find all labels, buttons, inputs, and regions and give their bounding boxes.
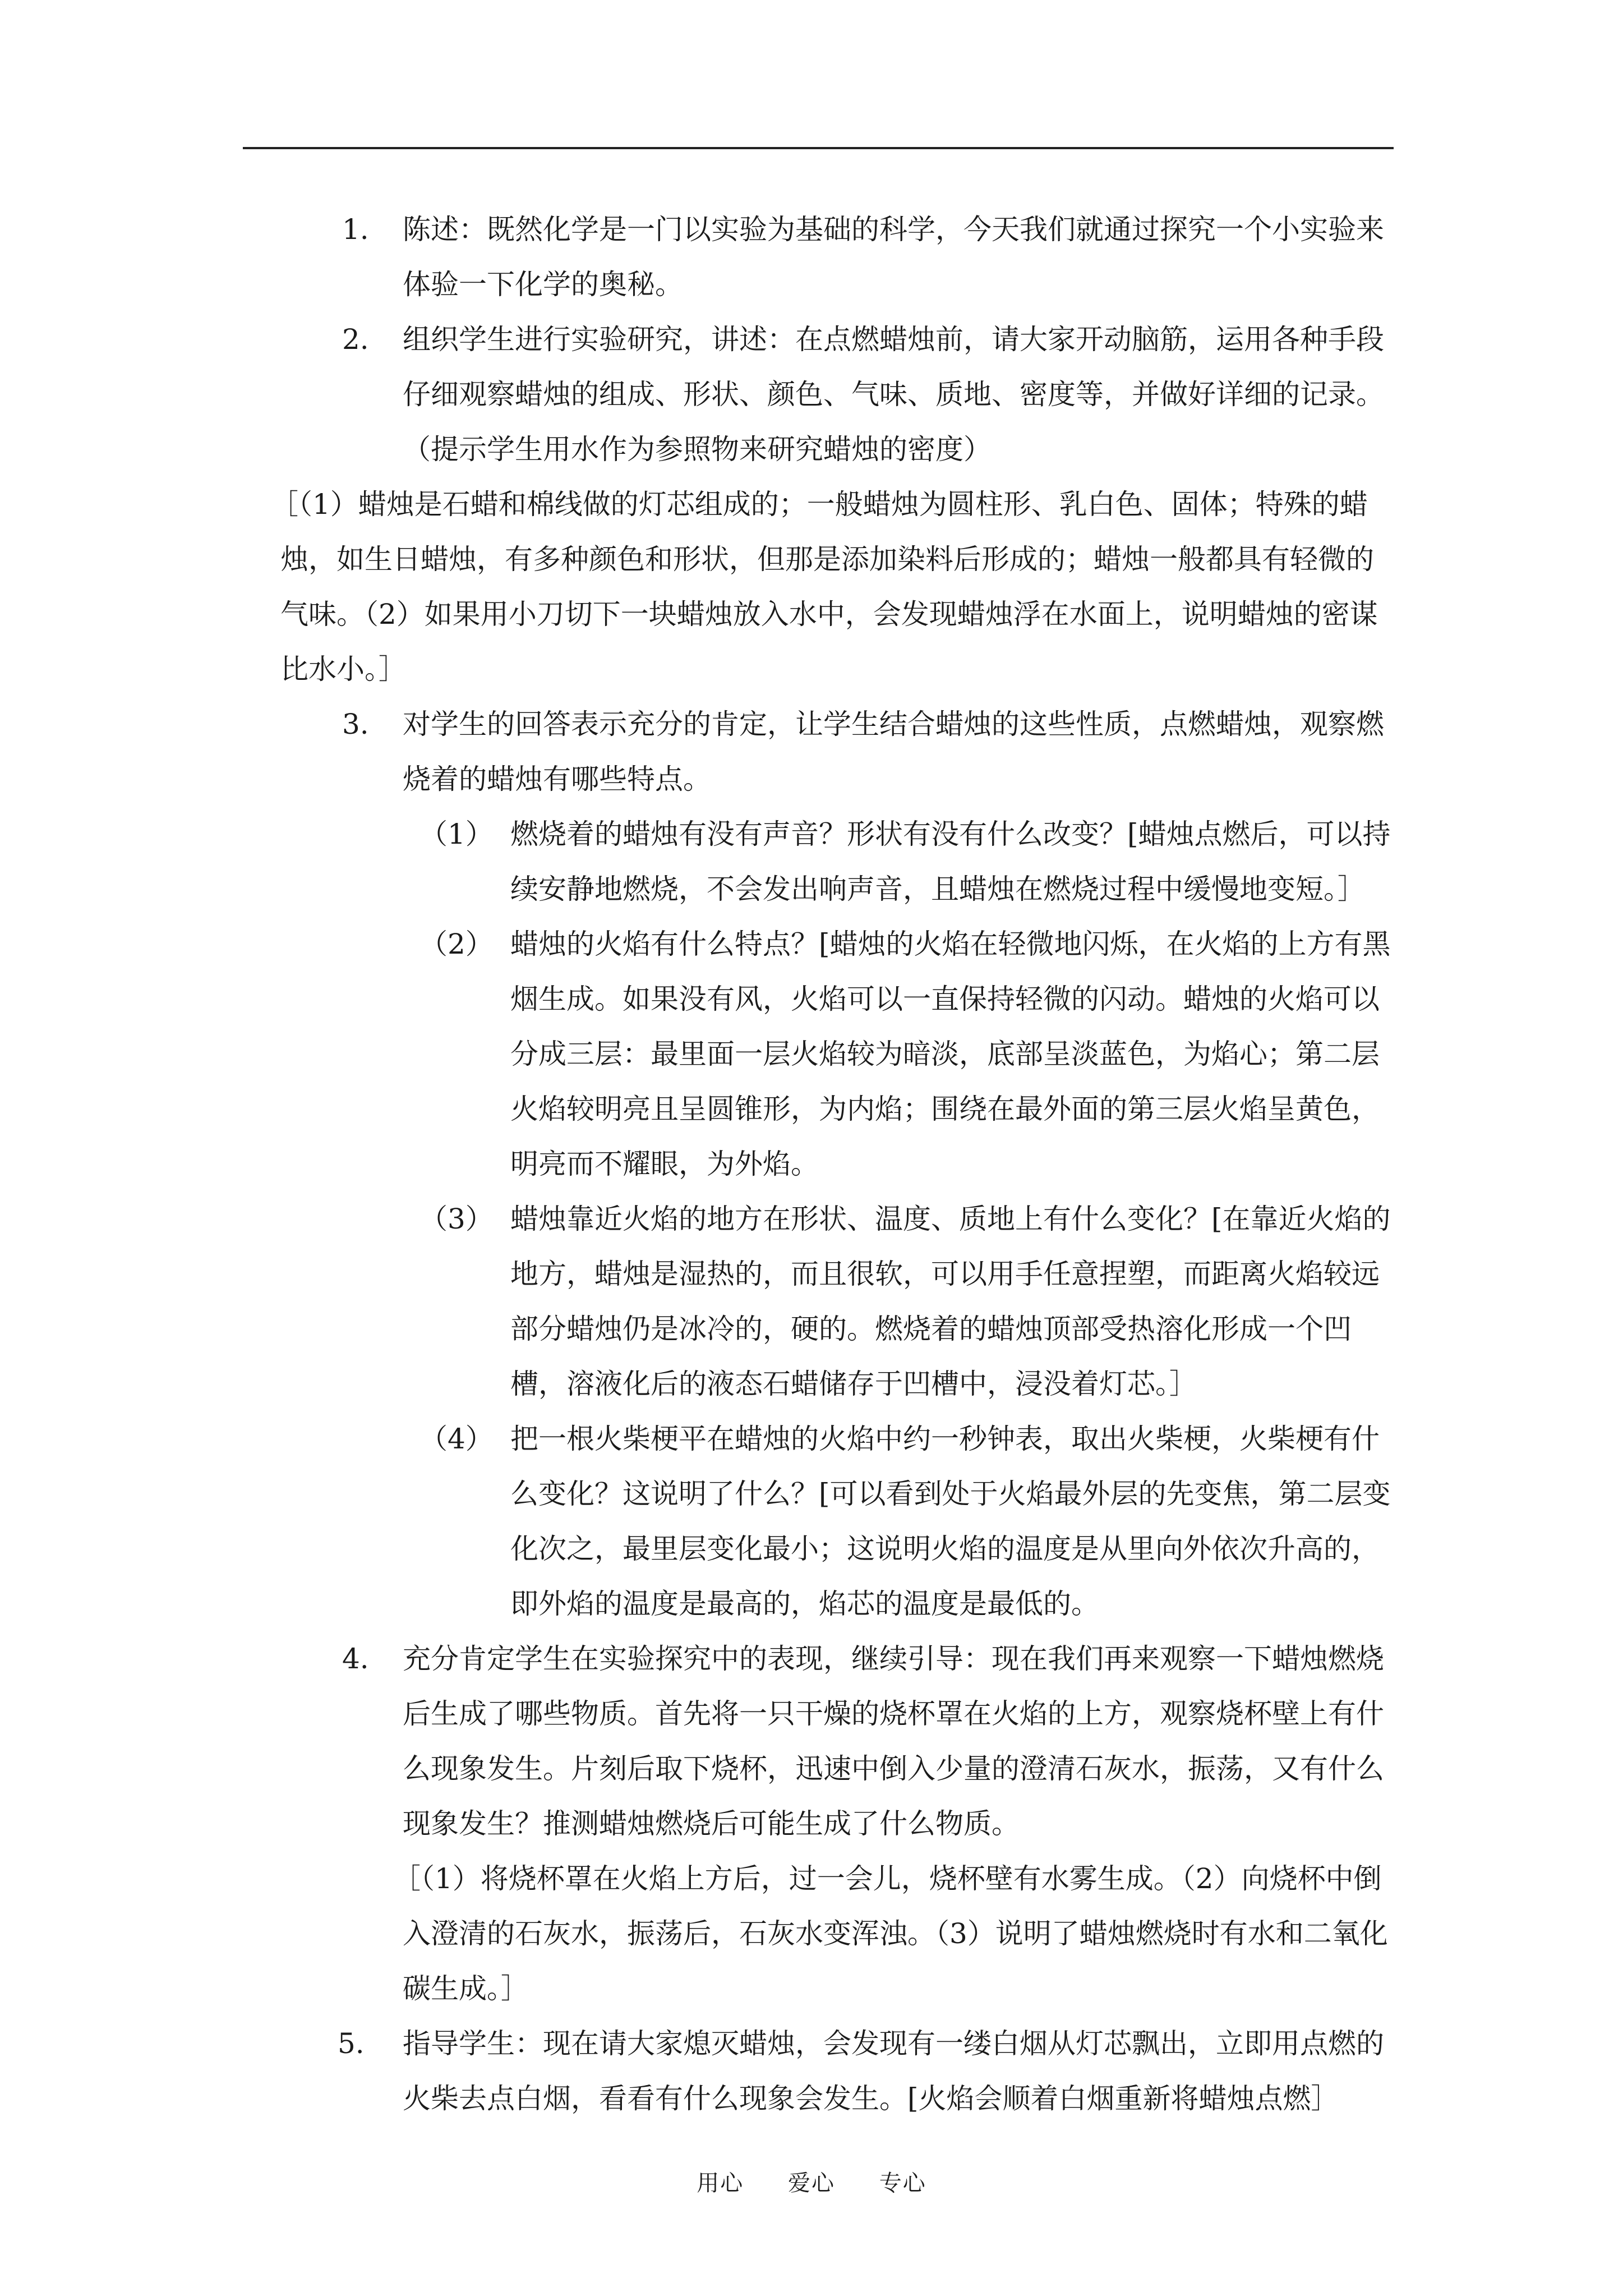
answer-block-2: ［（1）蜡烛是石蜡和棉线做的灯芯组成的；一般蜡烛为圆柱形、乳白色、固体；特殊的蜡烛，如生日蜡烛，有多种颜色和形状，但那是添加染料后形成的；蜡烛一般都具有轻微的气味。（2）如果用小刀切下一块蜡烛放入水中，会发现蜡烛浮在水面上，说明蜡烛的密谋比水小。］ bbox=[270, 488, 1378, 685]
sub-item-text: 蜡烛靠近火焰的地方在形状、温度、质地上有什么变化？[在靠近火焰的地方，蜡烛是湿热的，而且很软，可以用手任意捏塑，而距离火焰较远部分蜡烛仍是冰冷的，硬的。燃烧着的蜡烛顶部受热溶化形成一个凹槽，溶液化后的液态石蜡储存于凹槽中，浸没着灯芯。］ bbox=[510, 1203, 1391, 1400]
footer-word-2: 爱心 bbox=[788, 2170, 835, 2196]
item-number: 1. bbox=[342, 213, 369, 246]
sub-item-1 bbox=[342, 807, 1396, 917]
footer-word-1: 用心 bbox=[697, 2170, 744, 2196]
item-text: 组织学生进行实验研究，讲述：在点燃蜡烛前，请大家开动脑筋，运用各种手段仔细观察蜡烛的组成、形状、颜色、气味、质地、密度等，并做好详细的记录。（提示学生用水作为参照物来研究蜡烛的密度） bbox=[403, 323, 1384, 466]
list-item-4 bbox=[342, 1631, 1396, 1851]
item-text: 对学生的回答表示充分的肯定，让学生结合蜡烛的这些性质，点燃蜡烛，观察燃烧着的蜡烛有哪些特点。 bbox=[403, 708, 1384, 795]
item-text: 陈述：既然化学是一门以实验为基础的科学，今天我们就通过探究一个小实验来体验一下化学的奥秘。 bbox=[403, 213, 1384, 301]
sub-item-number: （2） bbox=[419, 928, 494, 960]
item-number: 4. bbox=[342, 1642, 369, 1675]
sub-item-number: （3） bbox=[419, 1203, 494, 1235]
item-text: 指导学生：现在请大家熄灭蜡烛，会发现有一缕白烟从灯芯飘出，立即用点燃的火柴去点白烟，看看有什么现象会发生。[火焰会顺着白烟重新将蜡烛点燃］ bbox=[403, 2027, 1384, 2115]
header-rule bbox=[243, 147, 1394, 149]
answer-block-4: ［（1）将烧杯罩在火焰上方后，过一会儿，烧杯壁有水雾生成。（2）向烧杯中倒入澄清的石灰水，振荡后，石灰水变浑浊。（3）说明了蜡烛燃烧时有水和二氧化碳生成。］ bbox=[393, 1862, 1388, 2005]
sub-item-4 bbox=[342, 1411, 1396, 1631]
sub-item-2 bbox=[342, 917, 1396, 1191]
sub-item-number: （4） bbox=[419, 1423, 494, 1455]
list-item-1 bbox=[342, 202, 1396, 312]
sub-item-number: （1） bbox=[419, 818, 494, 850]
footer-word-3: 专心 bbox=[879, 2170, 926, 2196]
sub-item-3 bbox=[342, 1191, 1396, 1411]
page-footer bbox=[0, 2165, 1623, 2197]
item-text: 充分肯定学生在实验探究中的表现，继续引导：现在我们再来观察一下蜡烛燃烧后生成了哪些物质。首先将一只干燥的烧杯罩在火焰的上方，观察烧杯壁上有什么现象发生。片刻后取下烧杯，迅速中倒入少量的澄清石灰水，振荡，又有什么现象发生？推测蜡烛燃烧后可能生成了什么物质。 bbox=[403, 1642, 1384, 1840]
sub-item-text: 燃烧着的蜡烛有没有声音？形状有没有什么改变？[蜡烛点燃后，可以持续安静地燃烧，不会发出响声音，且蜡烛在燃烧过程中缓慢地变短。］ bbox=[510, 818, 1391, 905]
item-number: 5. bbox=[338, 2027, 365, 2060]
document-body bbox=[270, 202, 1396, 2126]
list-item-5 bbox=[338, 2016, 1396, 2126]
item-number: 3. bbox=[342, 708, 369, 740]
sub-item-text: 把一根火柴梗平在蜡烛的火焰中约一秒钟表，取出火柴梗，火柴梗有什么变化？这说明了什么？[可以看到处于火焰最外层的先变焦，第二层变化次之，最里层变化最小；这说明火焰的温度是从里向外依次升高的，即外焰的温度是最高的，焰芯的温度是最低的。 bbox=[510, 1423, 1391, 1620]
list-item-3 bbox=[342, 697, 1396, 807]
list-item-2 bbox=[342, 312, 1396, 477]
item-number: 2. bbox=[342, 323, 369, 356]
sub-item-text: 蜡烛的火焰有什么特点？[蜡烛的火焰在轻微地闪烁，在火焰的上方有黑烟生成。如果没有风，火焰可以一直保持轻微的闪动。蜡烛的火焰可以分成三层：最里面一层火焰较为暗淡，底部呈淡蓝色，为焰心；第二层火焰较明亮且呈圆锥形，为内焰；围绕在最外面的第三层火焰呈黄色，明亮而不耀眼，为外焰。 bbox=[510, 928, 1391, 1180]
